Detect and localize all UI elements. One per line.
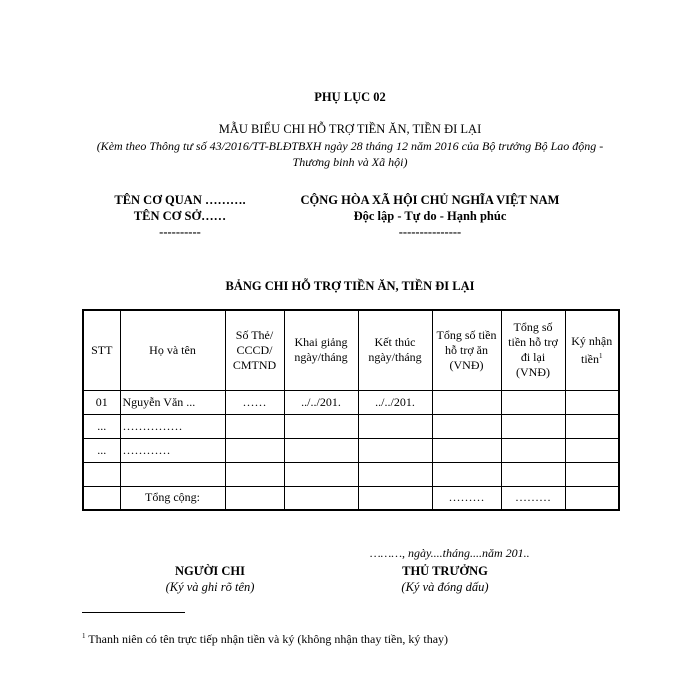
cell-travel [501, 462, 565, 486]
payer-signature-block [105, 563, 315, 595]
cell-end [358, 462, 432, 486]
cell-id [225, 462, 284, 486]
footnote-text: Thanh niên có tên trực tiếp nhận tiền và ký (không nhận thay tiền, ký thay) [85, 632, 449, 646]
footnote-mark: 1 [82, 632, 86, 640]
cell-travel [501, 438, 565, 462]
cell-start: ../../201. [284, 390, 358, 414]
head-title: THỦ TRƯỞNG [402, 564, 488, 578]
cell-sign [565, 438, 619, 462]
cell-end [358, 438, 432, 462]
col-food: Tổng số tiền hỗ trợ ăn (VNĐ) [432, 310, 501, 390]
col-sign-label: Ký nhận tiền [571, 333, 613, 366]
head-signature-block [340, 563, 550, 595]
cell-sign [565, 390, 619, 414]
col-sign [565, 310, 619, 390]
cell-start [284, 414, 358, 438]
cell-id: …… [225, 390, 284, 414]
cell-id [225, 438, 284, 462]
cell-sign [565, 414, 619, 438]
table-total-row [83, 486, 619, 510]
motto: Độc lập - Tự do - Hạnh phúc [353, 209, 507, 223]
table-row [83, 390, 619, 414]
cell-start [284, 438, 358, 462]
form-subtitle: (Kèm theo Thông tư số 43/2016/TT-BLĐTBXH ngày 28 tháng 12 năm 2016 của Bộ trưởng Bộ Lao động - Thương binh và Xã hội) [96, 139, 604, 169]
cell-name [120, 462, 225, 486]
cell-id [225, 414, 284, 438]
table-header-row [83, 310, 619, 390]
total-food: ……… [432, 486, 501, 510]
cell-travel [501, 414, 565, 438]
facility-name: TÊN CƠ SỞ…… [133, 209, 227, 223]
cell-start [284, 462, 358, 486]
payer-note: (Ký và ghi rõ tên) [165, 580, 255, 594]
cell-name: Nguyễn Văn ... [120, 390, 225, 414]
col-start: Khai giảng ngày/tháng [284, 310, 358, 390]
col-end: Kết thúc ngày/tháng [358, 310, 432, 390]
date-line: ………, ngày....tháng....năm 201.. [370, 546, 530, 560]
cell-stt: ... [83, 414, 120, 438]
col-name: Họ và tên [120, 310, 225, 390]
cell-total-stt [83, 486, 120, 510]
col-id: Số Thẻ/ CCCD/ CMTND [225, 310, 284, 390]
cell-food [432, 438, 501, 462]
table-title: BẢNG CHI HỖ TRỢ TIỀN ĂN, TIỀN ĐI LẠI [225, 279, 475, 293]
cell-food [432, 462, 501, 486]
appendix-label: PHỤ LỤC 02 [314, 90, 386, 104]
payer-title: NGƯỜI CHI [174, 564, 246, 578]
footnote-ref: 1 [599, 351, 603, 360]
cell-total-start [284, 486, 358, 510]
cell-total-id [225, 486, 284, 510]
cell-travel [501, 390, 565, 414]
total-travel: ……… [501, 486, 565, 510]
cell-food [432, 390, 501, 414]
col-stt: STT [83, 310, 120, 390]
agency-block [70, 192, 290, 240]
footnote-divider [82, 612, 185, 613]
footnote [82, 632, 448, 647]
cell-sign [565, 462, 619, 486]
table-row [83, 462, 619, 486]
cell-stt: ... [83, 438, 120, 462]
col-travel: Tổng số tiền hỗ trợ đi lại (VNĐ) [501, 310, 565, 390]
head-note: (Ký và đóng dấu) [401, 580, 489, 594]
form-title: MẪU BIỂU CHI HỖ TRỢ TIỀN ĂN, TIỀN ĐI LẠI [218, 122, 482, 136]
cell-name: …………… [120, 414, 225, 438]
cell-food [432, 414, 501, 438]
table-row [83, 414, 619, 438]
total-label: Tổng cộng: [120, 486, 225, 510]
support-table [82, 309, 620, 511]
cell-total-end [358, 486, 432, 510]
national-motto-block [270, 192, 590, 240]
cell-end [358, 414, 432, 438]
country-name: CỘNG HÒA XÃ HỘI CHỦ NGHĨA VIỆT NAM [300, 193, 560, 207]
table-row [83, 438, 619, 462]
agency-name: TÊN CƠ QUAN ………. [114, 193, 246, 207]
cell-stt: 01 [83, 390, 120, 414]
cell-name: ………… [120, 438, 225, 462]
cell-end: ../../201. [358, 390, 432, 414]
cell-stt [83, 462, 120, 486]
agency-divider: ---------- [159, 225, 201, 239]
cell-total-sign [565, 486, 619, 510]
motto-divider: --------------- [398, 225, 462, 239]
